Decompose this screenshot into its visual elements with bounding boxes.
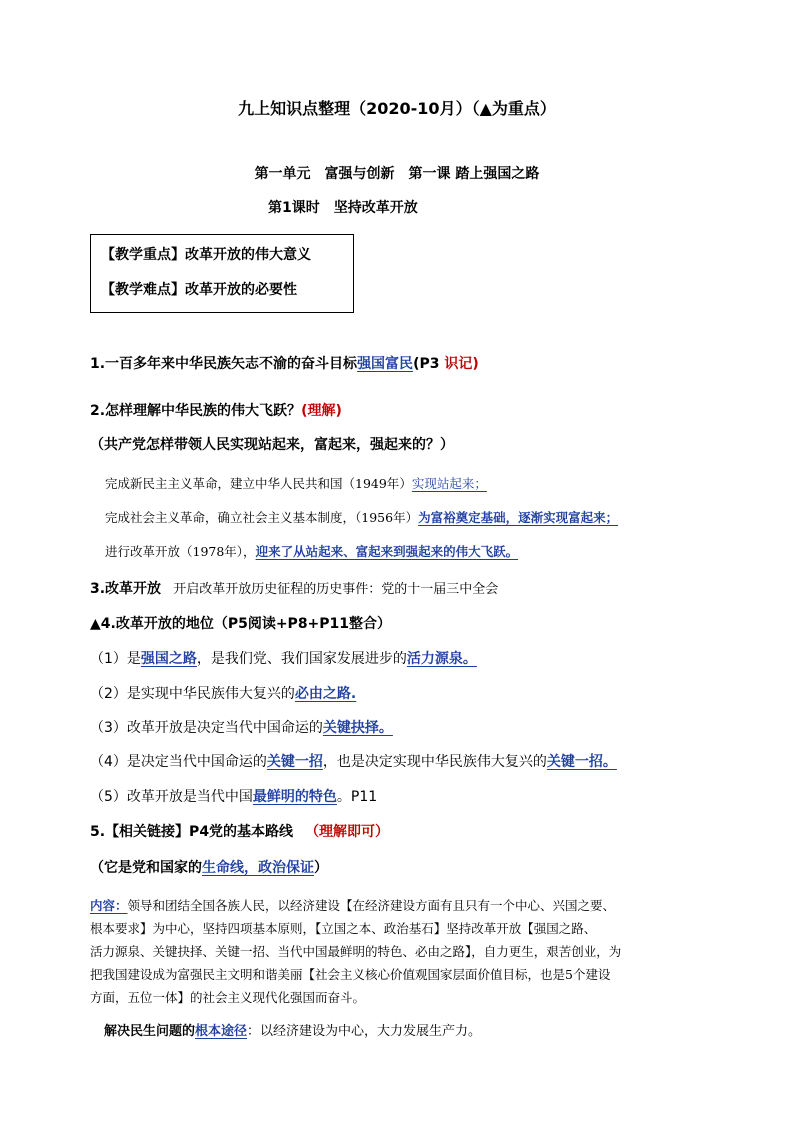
line-answer: 为富裕奠定基础，逐渐实现富起来； xyxy=(418,510,619,525)
point-key-1: 强国之路 xyxy=(140,651,197,667)
point-mid: ，是我们党、我们国家发展进步的 xyxy=(196,651,407,667)
difficult-point: 【教学难点】改革开放的必要性 xyxy=(101,282,297,298)
item-1-text: 1.一百多年来中华民族矢志不渝的奋斗目标 xyxy=(90,356,358,372)
item-3-text: 开启改革开放历史征程的历史事件：党的十一届三中全会 xyxy=(173,582,499,597)
content-line-2: 根本要求】为中心，坚持四项基本原则，【立国之本、政治基石】坚持改革开放【强国之路、 xyxy=(90,921,597,936)
point-key-1: 关键一招 xyxy=(266,754,323,770)
unit-heading: 第一单元 富强与创新 第一课 踏上强国之路 xyxy=(254,166,540,182)
item-5-note: （理解即可） xyxy=(305,824,390,840)
item-2-line-2 xyxy=(105,508,618,526)
lesson-heading: 第1课时 坚持改革开放 xyxy=(268,200,418,216)
item-2-question-text: 2.怎样理解中华民族的伟大飞跃？ xyxy=(90,403,302,419)
item-1-note: 识记) xyxy=(444,356,479,372)
page-title: 九上知识点整理（2020-10月）（▲为重点） xyxy=(238,99,556,118)
sub-key: 生命线，政治保证 xyxy=(202,860,314,876)
item-1-answer: 强国富民 xyxy=(357,356,414,372)
content-line-3: 活力源泉、关键抉择、关键一招、当代中国最鲜明的特色、必由之路】，自力更生，艰苦创业，为 xyxy=(90,944,622,959)
sub-pre: （它是党和国家的 xyxy=(90,860,202,876)
content-line-1 xyxy=(90,896,615,914)
line-text: 完成新民主主义革命，建立中华人民共和国（1949年） xyxy=(105,476,412,491)
point-key-1: 最鲜明的特色 xyxy=(252,789,337,805)
item-3-label: 3.改革开放 xyxy=(90,581,162,597)
item-5-sub xyxy=(90,857,328,877)
line-answer: 实现站起来； xyxy=(411,476,487,491)
point-pre: （4）是决定当代中国命运的 xyxy=(90,754,267,770)
root-approach xyxy=(104,1020,481,1039)
point-key-2: 关键一招。 xyxy=(546,754,617,770)
point-key-1: 关键抉择。 xyxy=(322,720,393,736)
item-2-line-3 xyxy=(105,542,518,560)
root-label: 解决民生问题的 xyxy=(104,1024,196,1039)
item-4-point-1 xyxy=(90,648,477,668)
item-5-heading xyxy=(90,821,389,841)
item-2-sub-question: （共产党怎样带领人民实现站起来，富起来，强起来的？） xyxy=(90,437,454,453)
point-pre: （1）是 xyxy=(90,651,141,667)
root-key: 根本途径 xyxy=(195,1024,248,1039)
item-5-heading-text: 5.【相关链接】P4党的基本路线 xyxy=(90,824,294,840)
item-2-question xyxy=(90,400,342,420)
key-point: 【教学重点】改革开放的伟大意义 xyxy=(101,247,311,263)
item-2-line-1 xyxy=(105,474,487,492)
item-4-point-4 xyxy=(90,751,617,771)
item-3 xyxy=(90,578,498,598)
item-2-note: (理解) xyxy=(301,403,342,419)
point-key-1: 必由之路. xyxy=(294,686,357,702)
content-line-5: 方面，五位一体】的社会主义现代化强国而奋斗。 xyxy=(90,990,366,1005)
sub-post: ） xyxy=(314,860,328,876)
root-text: ：以经济建设为中心，大力发展生产力。 xyxy=(247,1024,482,1039)
item-4-point-2 xyxy=(90,683,356,703)
content-text: 领导和团结全国各族人民，以经济建设【在经济建设方面有且只有一个中心、兴国之要、 xyxy=(127,898,616,913)
item-4-point-5 xyxy=(90,786,377,806)
line-answer: 迎来了从站起来、富起来到强起来的伟大飞跃。 xyxy=(255,544,519,559)
teaching-focus-box xyxy=(90,234,354,313)
point-pre: （2）是实现中华民族伟大复兴的 xyxy=(90,686,295,702)
point-pre: （5）改革开放是当代中国 xyxy=(90,789,253,805)
item-1 xyxy=(90,353,479,373)
item-4-heading: ▲4.改革开放的地位（P5阅读+P8+P11整合） xyxy=(90,616,392,632)
item-4-point-3 xyxy=(90,717,393,737)
line-text: 完成社会主义革命，确立社会主义基本制度，（1956年） xyxy=(105,510,419,525)
content-line-4: 把我国建设成为富强民主文明和谐美丽【社会主义核心价值观国家层面价值目标，也是5个建设 xyxy=(90,967,611,982)
line-text: 进行改革开放（1978年）， xyxy=(105,544,256,559)
item-1-page: (P3 xyxy=(413,356,445,372)
content-label: 内容： xyxy=(90,898,128,913)
point-post: 。P11 xyxy=(336,789,378,805)
point-key-2: 活力源泉。 xyxy=(406,651,477,667)
point-pre: （3）改革开放是决定当代中国命运的 xyxy=(90,720,323,736)
point-mid: ，也是决定实现中华民族伟大复兴的 xyxy=(322,754,547,770)
